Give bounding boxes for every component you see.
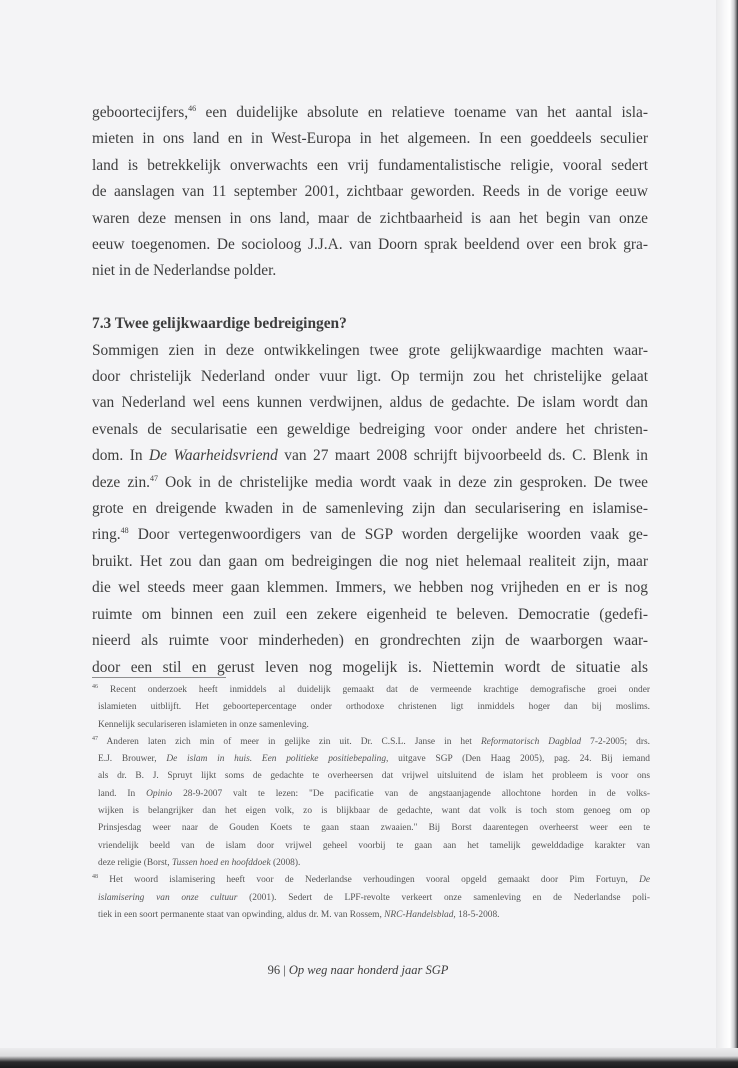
paragraph-line: land is betrekkelijk onverwachts een vrij fundamentalistische religie, vooral sedert xyxy=(92,156,648,174)
section-heading: 7.3 Twee gelijkwaardige bedreigingen? xyxy=(92,315,347,333)
page-footer xyxy=(0,963,716,978)
paragraph-line: die wel steeds meer gaan klemmen. Immers, we hebben nog vrijheden en er is nog xyxy=(92,579,648,597)
paragraph-line: waren deze mensen in ons land, maar de zichtbaarheid is aan het begin van onze xyxy=(92,209,648,227)
paragraph-line: dom. In De Waarheidsvriend van 27 maart 2008 schrijft bijvoorbeeld ds. C. Blenk in xyxy=(92,447,648,465)
paragraph-line: mieten in ons land en in West-Europa in het algemeen. In een goeddeels seculier xyxy=(92,130,648,148)
page-edge-bottom xyxy=(0,1048,738,1068)
paragraph-line: de aanslagen van 11 september 2001, zichtbaar geworden. Reeds in de vorige eeuw xyxy=(92,183,648,201)
page-edge-right xyxy=(716,0,738,1068)
paragraph-line: deze zin.$^{47}$ Ook in de christelijke media wordt vaak in deze zin gesproken. De twee xyxy=(92,473,649,491)
footnote-ref-46: 46 xyxy=(188,104,197,113)
page-number: 96 xyxy=(267,963,281,977)
paragraph-line: grote en dreigende kwaden in de samenleving zijn dan secularisering en islamise- xyxy=(92,500,648,518)
main-text xyxy=(92,100,648,681)
paragraph-line: ruimte om binnen een zuil een zekere eigenheid te beleven. Democratie (gedefi- xyxy=(92,605,648,623)
paragraph-line: geboortecijfers,$^{46}$ een duidelijke absolute en relatieve toename van het aantal isla- xyxy=(92,104,648,121)
paragraph-line: van Nederland wel eens kunnen verdwijnen, aldus de gedachte. De islam wordt dan xyxy=(92,394,648,412)
paragraph-line: bruikt. Het zou dan gaan om bedreigingen die nog niet helemaal realiteit zijn, maar xyxy=(92,552,648,570)
footnotes xyxy=(92,682,650,924)
footer-separator: | xyxy=(283,963,286,977)
footnote-divider xyxy=(92,677,226,678)
periodical-title: De Waarheidsvriend xyxy=(149,447,278,465)
paragraph-line: evenals de secularisatie een geweldige bedreiging voor onder andere het christen- xyxy=(92,420,648,438)
paragraph-line: eeuw toegenomen. De socioloog J.J.A. van Doorn sprak beeldend over een brok gra- xyxy=(92,236,648,254)
footnote-48: $^{48}$ Het woord islamisering heeft voor de Nederlandse verhoudingen vooral opgeld gemaakt door Pim Fortuyn, De islamisering van onze cultuur (2001). Sedert de LPF-revolte verkeert onze samenleving en de Nederlandse poli- tiek in een soort permanente staat van opwinding, aldus dr. M. van Rossem, NRC-Handelsblad, 18-5-2008. xyxy=(92,874,651,920)
paragraph-line: niet in de Nederlandse polder. xyxy=(92,262,277,280)
footnote-ref-47: 47 xyxy=(150,473,158,483)
footnote-47: $^{47}$ Anderen laten zich min of meer in gelijke zin uit. Dr. C.S.L. Janse in het Reformatorisch Dagblad 7-2-2005; drs. E.J. Brouwer, De islam in huis. Een politieke positiebepaling, uitgave SGP (Den Haag 2005), pag. 24. Bij iemand als dr. B. J. Spruyt lijkt soms de gedachte te overheersen dat vrijwel uitsluitend de islam het probleem is voor ons land. In Opinio 28-9-2007 valt te lezen: "De pacificatie van de angstaanjagende allochtone horden in de volks- wijken is belangrijker dan het eigen volk, zo is blijkbaar de gedachte, want dat volk is toch stom genoeg om op Prinsjesdag weer naar de Gouden Koets te gaan staan zwaaien." Bij Borst daarentegen overheerst weer een te vriendelijk beeld van de islam door vrijwel geheel voorbij te gaan aan het tamelijk gewelddadige karakter van deze religie (Borst, Tussen hoed en hoofddoek (2008). xyxy=(92,735,650,868)
book-title: Op weg naar honderd jaar SGP xyxy=(288,963,449,977)
footnote-46: $^{46}$ Recent onderzoek heeft inmiddels al duidelijk gemaakt dat de vermeende krachtige demografische groei onder islamieten uitblijft. Het geboortepercentage onder orthodoxe christenen ligt inmiddels hoger dan bij moslims. Kennelijk seculariseren islamieten in onze samenleving. xyxy=(92,684,650,730)
paragraph-line: Sommigen zien in deze ontwikkelingen twee grote gelijkwaardige machten waar- xyxy=(92,341,648,359)
footnote-ref-48: 48 xyxy=(120,526,129,536)
paragraph-line: door een stil en gerust leven nog mogelijk is. Niettemin wordt de situatie als xyxy=(92,658,648,676)
paragraph-line: ring.$^{48}$ Door vertegenwoordigers van de SGP worden dergelijke woorden vaak ge- xyxy=(92,526,648,544)
paragraph-line: door christelijk Nederland onder vuur ligt. Op termijn zou het christelijke gelaat xyxy=(92,368,648,386)
paragraph-line: nieerd als ruimte voor minderheden) en grondrechten zijn de waarborgen waar- xyxy=(92,632,648,650)
